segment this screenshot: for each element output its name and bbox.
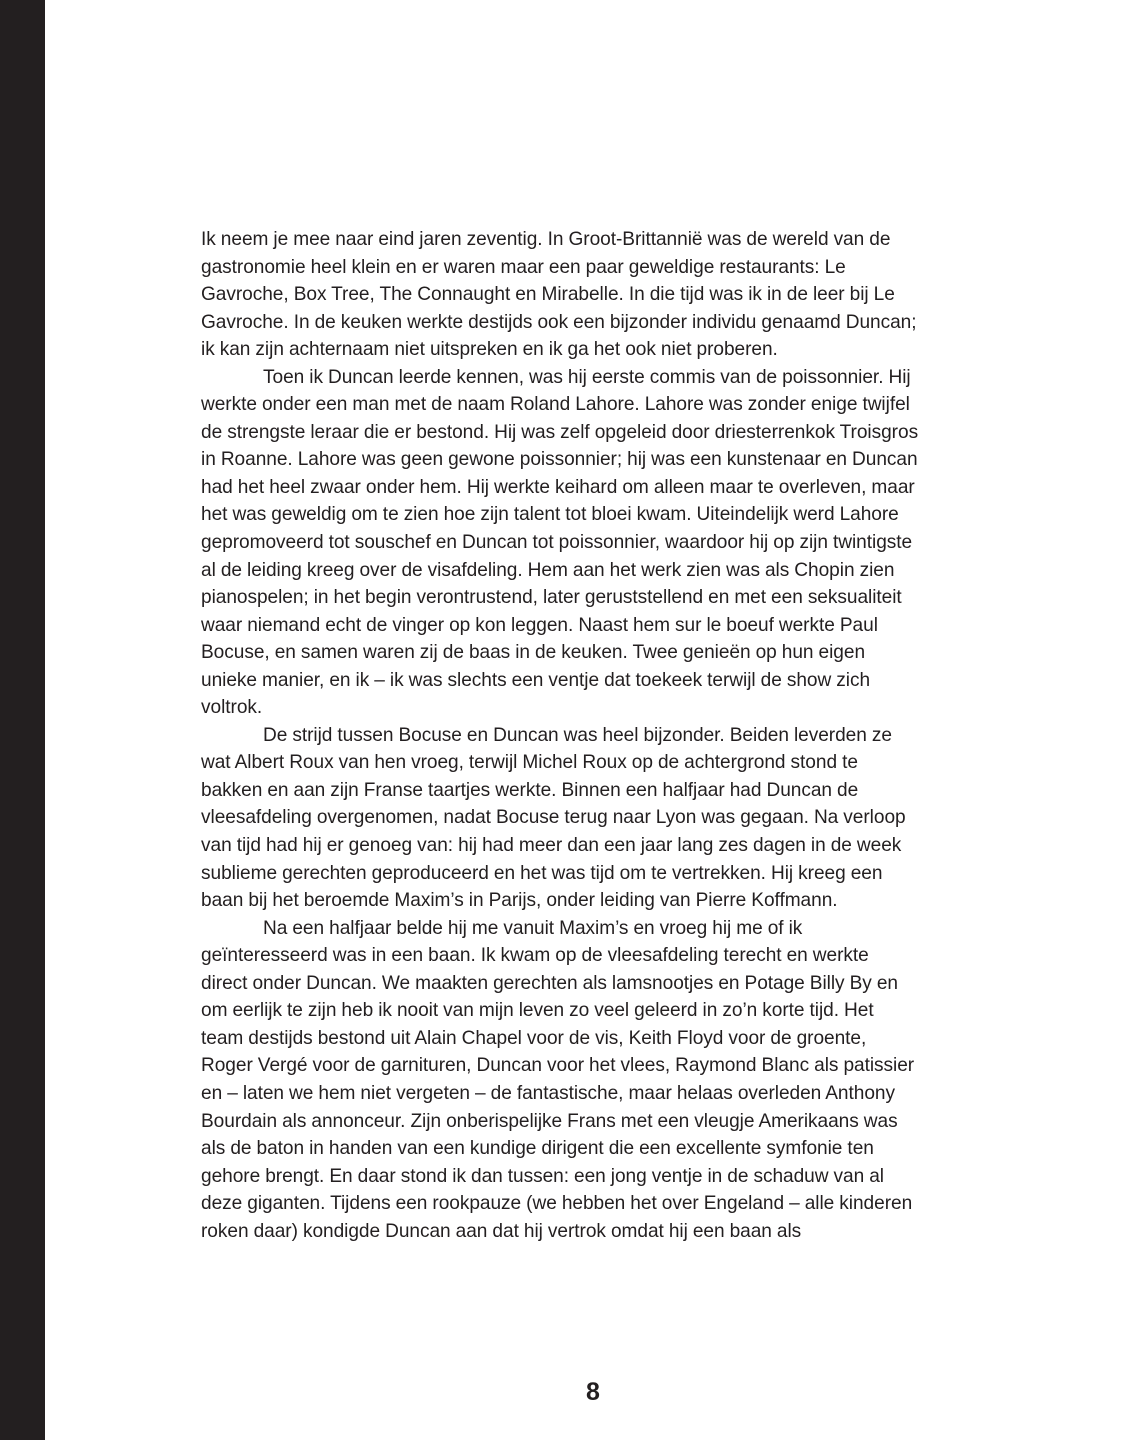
page-spine-edge bbox=[0, 0, 45, 1440]
body-paragraph-3: De strijd tussen Bocuse en Duncan was heel bijzonder. Beiden leverden ze wat Albert Roux van hen vroeg, terwijl Michel Roux op de achtergrond stond te bakken en aan zijn Franse taartjes werkte. Binnen een halfjaar had Duncan de vleesafdeling overgenomen, nadat Bocuse terug naar Lyon was gegaan. Na verloop van tijd had hij er genoeg van: hij had meer dan een jaar lang zes dagen in de week sublieme gerechten geproduceerd en het was tijd om te vertrekken. Hij kreeg een baan bij het beroemde Maxim’s in Parijs, onder leiding van Pierre Koffmann. bbox=[201, 724, 906, 912]
body-text-column bbox=[201, 226, 919, 1245]
body-paragraph-2: Toen ik Duncan leerde kennen, was hij eerste commis van de poissonnier. Hij werkte onder een man met de naam Roland Lahore. Lahore was zonder enige twijfel de strengste leraar die er bestond. Hij was zelf opgeleid door driesterrenkok Troisgros in Roanne. Lahore was geen gewone poissonnier; hij was een kunstenaar en Duncan had het heel zwaar onder hem. Hij werkte keihard om alleen maar te overleven, maar het was geweldig om te zien hoe zijn talent tot bloei kwam. Uiteindelijk werd Lahore gepromoveerd tot souschef en Duncan tot poissonnier, waardoor hij op zijn twintigste al de leiding kreeg over de visafdeling. Hem aan het werk zien was als Chopin zien pianospelen; in het begin verontrustend, later geruststellend en met een seksualiteit waar niemand echt de vinger op kon leggen. Naast hem sur le boeuf werkte Paul Bocuse, en samen waren zij de baas in de keuken. Twee genieën op hun eigen unieke manier, en ik – ik was slechts een ventje dat toekeek terwijl de show zich voltrok. bbox=[201, 366, 919, 719]
body-paragraph-1: Ik neem je mee naar eind jaren zeventig. In Groot-Brittannië was de wereld van de gastronomie heel klein en er waren maar een paar geweldige restaurants: Le Gavroche, Box Tree, The Connaught en Mirabelle. In die tijd was ik in de leer bij Le Gavroche. In de keuken werkte destijds ook een bijzonder individu genaamd Duncan; ik kan zijn achternaam niet uitspreken en ik ga het ook niet proberen. bbox=[201, 229, 917, 361]
body-paragraph-4: Na een halfjaar belde hij me vanuit Maxim’s en vroeg hij me of ik geïnteresseerd was in een baan. Ik kwam op de vleesafdeling terecht en werkte direct onder Duncan. We maakten gerechten als lamsnootjes en Potage Billy By en om eerlijk te zijn heb ik nooit van mijn leven zo veel geleerd in zo’n korte tijd. Het team destijds bestond uit Alain Chapel voor de vis, Keith Floyd voor de groente, Roger Vergé voor de garnituren, Duncan voor het vlees, Raymond Blanc als patissier en – laten we hem niet vergeten – de fantastische, maar helaas overleden Anthony Bourdain als annonceur. Zijn onberispelijke Frans met een vleugje Amerikaans was als de baton in handen van een kundige dirigent die een excellente symfonie ten gehore brengt. En daar stond ik dan tussen: een jong ventje in de schaduw van al deze giganten. Tijdens een rookpauze (we hebben het over Engeland – alle kinderen roken daar) kondigde Duncan aan dat hij vertrok omdat hij een baan als bbox=[201, 917, 915, 1242]
page-number: 8 bbox=[586, 1378, 600, 1406]
page-sheet bbox=[45, 0, 1141, 1440]
